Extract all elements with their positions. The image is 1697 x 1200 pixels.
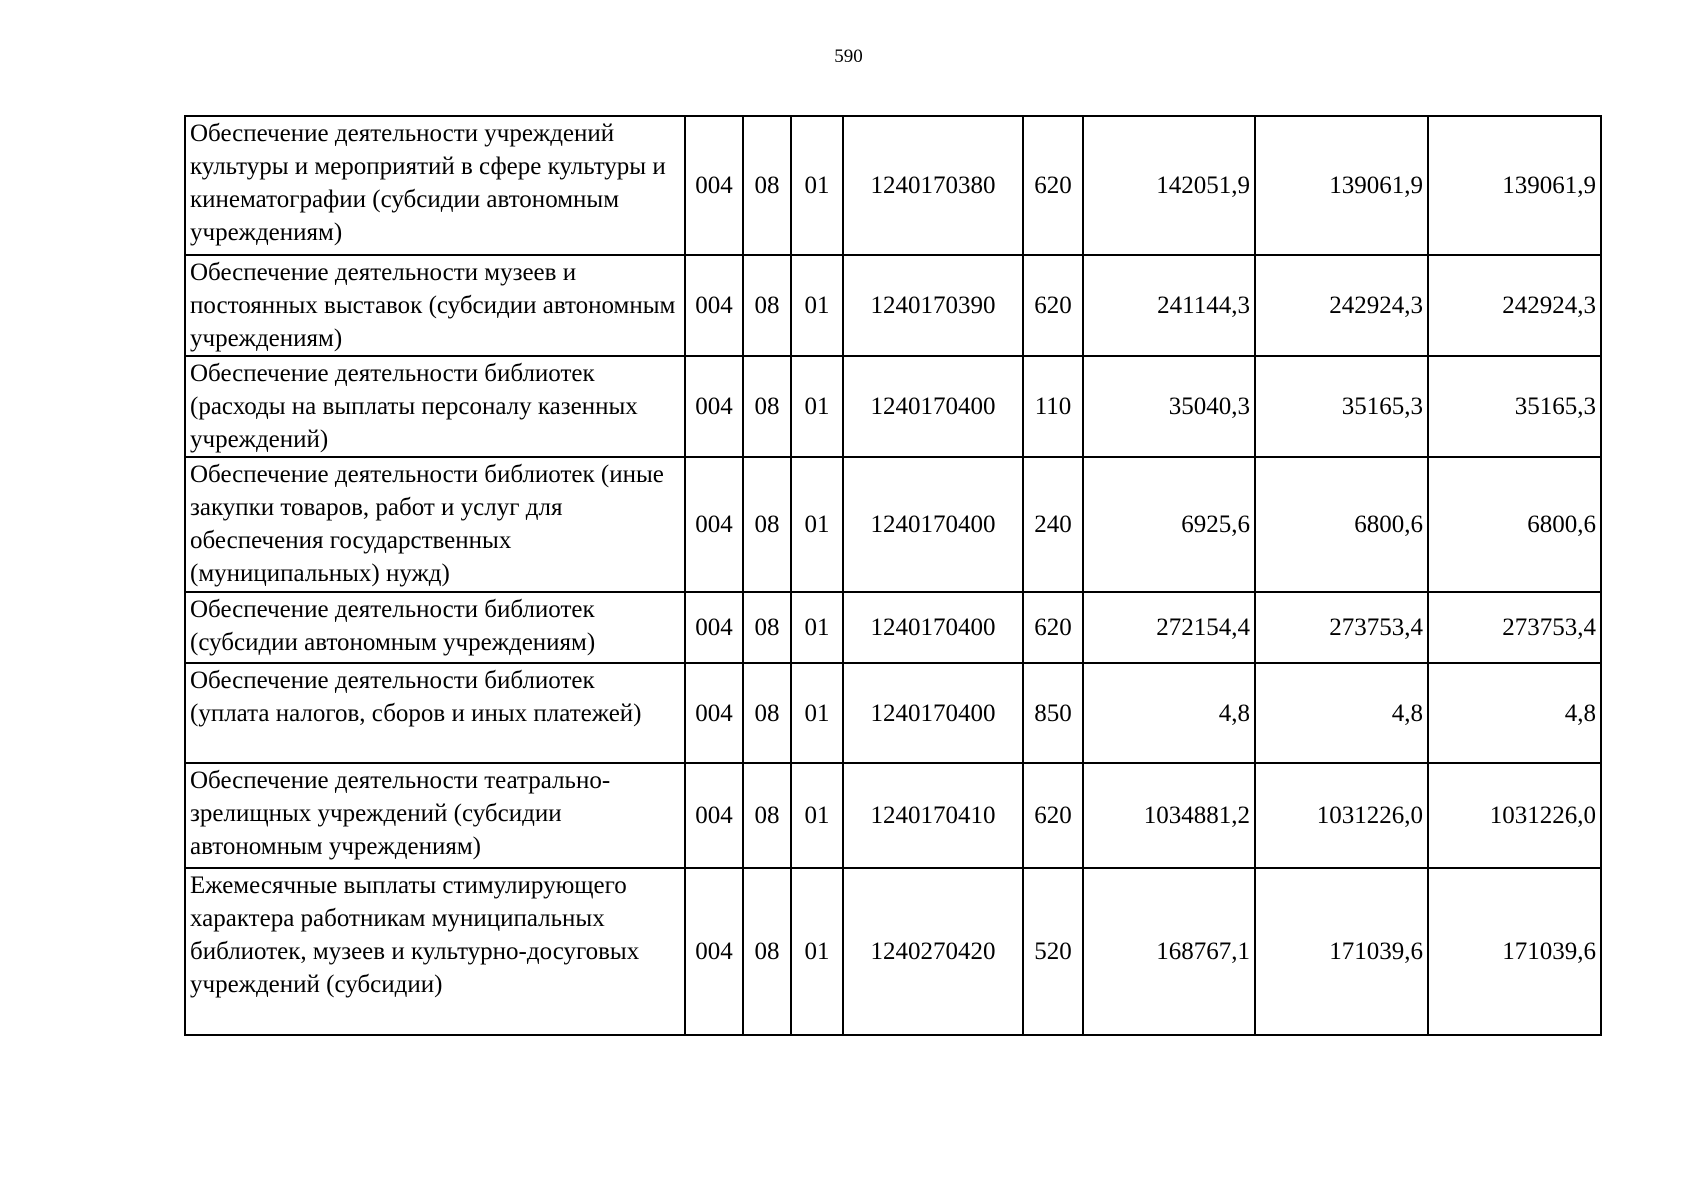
amount-2-cell: 139061,9	[1255, 116, 1428, 255]
amount-2-cell: 273753,4	[1255, 592, 1428, 663]
ministry-code-cell: 004	[685, 663, 743, 763]
table-row	[185, 592, 1601, 663]
target-article-cell: 1240170410	[843, 763, 1023, 868]
target-article-cell: 1240170400	[843, 457, 1023, 592]
target-article-cell: 1240170400	[843, 663, 1023, 763]
amount-1-cell: 272154,4	[1083, 592, 1255, 663]
table-row	[185, 868, 1601, 1035]
target-article-cell: 1240170390	[843, 255, 1023, 356]
target-article-cell: 1240170400	[843, 592, 1023, 663]
budget-table	[184, 115, 1602, 1036]
target-article-cell: 1240270420	[843, 868, 1023, 1035]
amount-2-cell: 6800,6	[1255, 457, 1428, 592]
ministry-code-cell: 004	[685, 763, 743, 868]
amount-1-cell: 4,8	[1083, 663, 1255, 763]
amount-3-cell: 139061,9	[1428, 116, 1601, 255]
description-cell: Ежемесячные выплаты стимулирующего характера работникам муниципальных библиотек, музеев и культурно-досуговых учреждений (субсидии)	[185, 868, 685, 1035]
page-number: 590	[834, 46, 863, 67]
description-cell: Обеспечение деятельности библиотек (иные закупки товаров, работ и услуг для обеспечения государственных (муниципальных) нужд)	[185, 457, 685, 592]
subsection-code-cell: 01	[791, 763, 843, 868]
section-code-cell: 08	[743, 868, 791, 1035]
amount-3-cell: 242924,3	[1428, 255, 1601, 356]
amount-1-cell: 6925,6	[1083, 457, 1255, 592]
amount-2-cell: 1031226,0	[1255, 763, 1428, 868]
expense-type-cell: 620	[1023, 116, 1083, 255]
table-row	[185, 116, 1601, 255]
amount-1-cell: 168767,1	[1083, 868, 1255, 1035]
description-cell: Обеспечение деятельности библиотек (расходы на выплаты персоналу казенных учреждений)	[185, 356, 685, 457]
ministry-code-cell: 004	[685, 356, 743, 457]
amount-3-cell: 171039,6	[1428, 868, 1601, 1035]
amount-3-cell: 35165,3	[1428, 356, 1601, 457]
subsection-code-cell: 01	[791, 592, 843, 663]
expense-type-cell: 240	[1023, 457, 1083, 592]
subsection-code-cell: 01	[791, 356, 843, 457]
ministry-code-cell: 004	[685, 116, 743, 255]
subsection-code-cell: 01	[791, 116, 843, 255]
table-row	[185, 763, 1601, 868]
section-code-cell: 08	[743, 457, 791, 592]
subsection-code-cell: 01	[791, 868, 843, 1035]
expense-type-cell: 520	[1023, 868, 1083, 1035]
expense-type-cell: 620	[1023, 255, 1083, 356]
ministry-code-cell: 004	[685, 457, 743, 592]
table-row	[185, 356, 1601, 457]
amount-2-cell: 171039,6	[1255, 868, 1428, 1035]
amount-3-cell: 6800,6	[1428, 457, 1601, 592]
amount-1-cell: 1034881,2	[1083, 763, 1255, 868]
description-cell: Обеспечение деятельности библиотек (уплата налогов, сборов и иных платежей)	[185, 663, 685, 763]
expense-type-cell: 620	[1023, 592, 1083, 663]
description-cell: Обеспечение деятельности библиотек (субсидии автономным учреждениям)	[185, 592, 685, 663]
target-article-cell: 1240170400	[843, 356, 1023, 457]
expense-type-cell: 110	[1023, 356, 1083, 457]
amount-3-cell: 1031226,0	[1428, 763, 1601, 868]
ministry-code-cell: 004	[685, 255, 743, 356]
description-cell: Обеспечение деятельности музеев и постоянных выставок (субсидии автономным учреждениям)	[185, 255, 685, 356]
amount-1-cell: 142051,9	[1083, 116, 1255, 255]
section-code-cell: 08	[743, 356, 791, 457]
expense-type-cell: 850	[1023, 663, 1083, 763]
table-row	[185, 663, 1601, 763]
subsection-code-cell: 01	[791, 255, 843, 356]
description-cell: Обеспечение деятельности учреждений культуры и мероприятий в сфере культуры и кинематографии (субсидии автономным учреждениям)	[185, 116, 685, 255]
section-code-cell: 08	[743, 592, 791, 663]
section-code-cell: 08	[743, 763, 791, 868]
expense-type-cell: 620	[1023, 763, 1083, 868]
table-row	[185, 457, 1601, 592]
description-cell: Обеспечение деятельности театрально-зрелищных учреждений (субсидии автономным учреждениям)	[185, 763, 685, 868]
table-body	[185, 116, 1601, 1035]
table-row	[185, 255, 1601, 356]
ministry-code-cell: 004	[685, 868, 743, 1035]
amount-1-cell: 35040,3	[1083, 356, 1255, 457]
amount-3-cell: 273753,4	[1428, 592, 1601, 663]
amount-1-cell: 241144,3	[1083, 255, 1255, 356]
amount-2-cell: 4,8	[1255, 663, 1428, 763]
section-code-cell: 08	[743, 255, 791, 356]
ministry-code-cell: 004	[685, 592, 743, 663]
amount-2-cell: 242924,3	[1255, 255, 1428, 356]
amount-3-cell: 4,8	[1428, 663, 1601, 763]
section-code-cell: 08	[743, 116, 791, 255]
amount-2-cell: 35165,3	[1255, 356, 1428, 457]
section-code-cell: 08	[743, 663, 791, 763]
subsection-code-cell: 01	[791, 457, 843, 592]
subsection-code-cell: 01	[791, 663, 843, 763]
target-article-cell: 1240170380	[843, 116, 1023, 255]
